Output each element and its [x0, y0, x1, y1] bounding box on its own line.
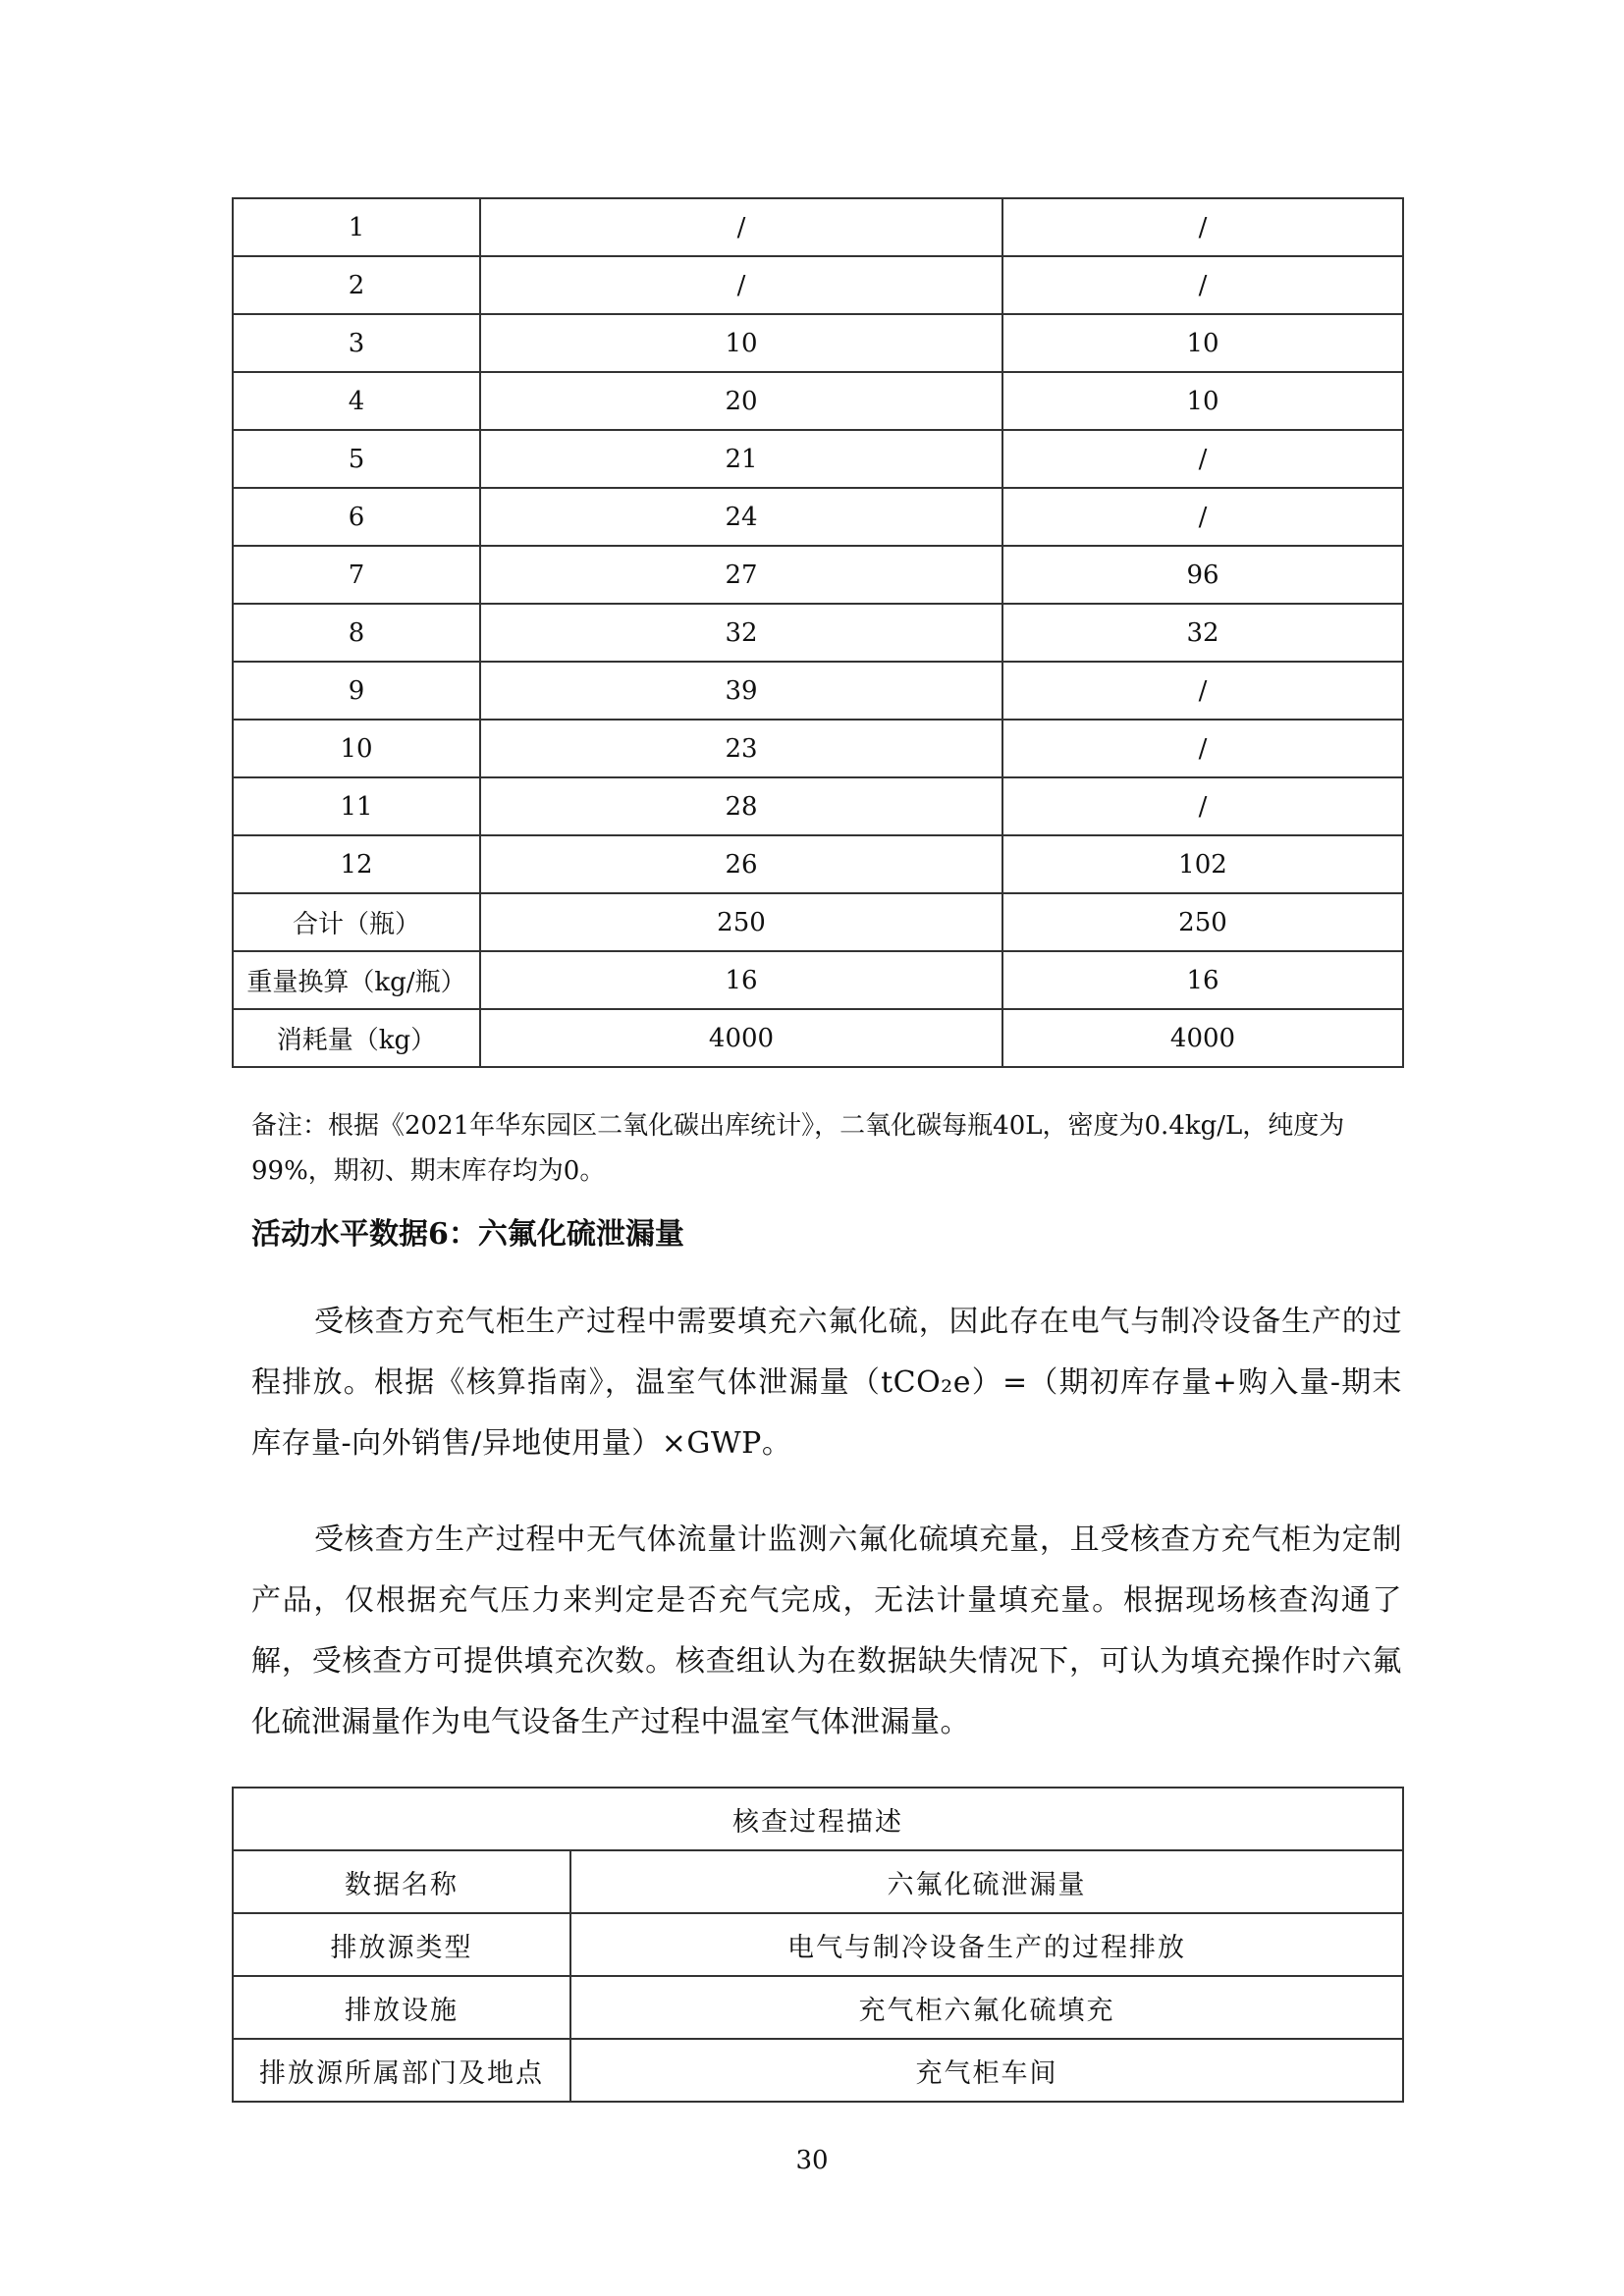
row-label-cell: 8: [233, 604, 480, 662]
table-row: [233, 1976, 1403, 2039]
verification-table-title: 核查过程描述: [233, 1788, 1403, 1850]
value-cell-a: /: [480, 198, 1002, 256]
table-row: [233, 662, 1403, 720]
field-label-cell: 排放设施: [233, 1976, 570, 2039]
table-row: [233, 314, 1403, 372]
field-value-cell: 充气柜六氟化硫填充: [570, 1976, 1403, 2039]
row-label-cell: 消耗量（kg）: [233, 1009, 480, 1067]
value-cell-b: /: [1002, 256, 1403, 314]
table-row: [233, 546, 1403, 604]
row-label-cell: 重量换算（kg/瓶）: [233, 951, 480, 1009]
table-row: [233, 430, 1403, 488]
value-cell-b: /: [1002, 720, 1403, 777]
value-cell-b: /: [1002, 777, 1403, 835]
value-cell-a: 39: [480, 662, 1002, 720]
field-label-cell: 数据名称: [233, 1850, 570, 1913]
row-label-cell: 6: [233, 488, 480, 546]
table-row-total: [233, 893, 1403, 951]
value-cell-a: 28: [480, 777, 1002, 835]
table-row: [233, 256, 1403, 314]
value-cell-a: 4000: [480, 1009, 1002, 1067]
paragraph-sf6-method: 受核查方生产过程中无气体流量计监测六氟化硫填充量，且受核查方充气柜为定制产品，仅根据充气压力来判定是否充气完成，无法计量填充量。根据现场核查沟通了解，受核查方可提供填充次数。核查组认为在数据缺失情况下，可认为填充操作时六氟化硫泄漏量作为电气设备生产过程中温室气体泄漏量。: [251, 1522, 1402, 1739]
section-heading: 活动水平数据6：六氟化硫泄漏量: [251, 1217, 684, 1252]
table-row: [233, 488, 1403, 546]
value-cell-a: 250: [480, 893, 1002, 951]
value-cell-b: 10: [1002, 314, 1403, 372]
field-value-cell: 电气与制冷设备生产的过程排放: [570, 1913, 1403, 1976]
value-cell-a: 32: [480, 604, 1002, 662]
value-cell-b: 10: [1002, 372, 1403, 430]
table-note: 备注：根据《2021年华东园区二氧化碳出库统计》，二氧化碳每瓶40L，密度为0.4kg/L，纯度为99%，期初、期末库存均为0。: [251, 1111, 1345, 1186]
table-row-consumption: [233, 1009, 1403, 1067]
paragraph-sf6-intro: 受核查方充气柜生产过程中需要填充六氟化硫，因此存在电气与制冷设备生产的过程排放。根据《核算指南》，温室气体泄漏量（tCO₂e）=（期初库存量+购入量-期末库存量-向外销售/异地使用量）×GWP。: [251, 1305, 1402, 1461]
table-row: [233, 372, 1403, 430]
value-cell-b: 96: [1002, 546, 1403, 604]
co2-monthly-table: [232, 197, 1404, 1068]
row-label-cell: 10: [233, 720, 480, 777]
value-cell-b: 4000: [1002, 1009, 1403, 1067]
value-cell-b: 32: [1002, 604, 1403, 662]
table-row: [233, 2039, 1403, 2102]
value-cell-a: /: [480, 256, 1002, 314]
row-label-cell: 合计（瓶）: [233, 893, 480, 951]
table-row: [233, 835, 1403, 893]
value-cell-b: /: [1002, 198, 1403, 256]
table-title-row: [233, 1788, 1403, 1850]
table-row: [233, 604, 1403, 662]
value-cell-b: /: [1002, 430, 1403, 488]
table-row: [233, 777, 1403, 835]
co2-monthly-table-body: [233, 198, 1403, 1067]
table-row: [233, 1850, 1403, 1913]
value-cell-b: 102: [1002, 835, 1403, 893]
field-value-cell: 六氟化硫泄漏量: [570, 1850, 1403, 1913]
value-cell-a: 16: [480, 951, 1002, 1009]
value-cell-a: 20: [480, 372, 1002, 430]
table-row: [233, 198, 1403, 256]
value-cell-b: /: [1002, 488, 1403, 546]
row-label-cell: 11: [233, 777, 480, 835]
value-cell-a: 27: [480, 546, 1002, 604]
row-label-cell: 5: [233, 430, 480, 488]
row-label-cell: 1: [233, 198, 480, 256]
verification-process-table: [232, 1787, 1404, 2103]
table-row-weight-conversion: [233, 951, 1403, 1009]
value-cell-a: 21: [480, 430, 1002, 488]
row-label-cell: 12: [233, 835, 480, 893]
row-label-cell: 3: [233, 314, 480, 372]
value-cell-a: 10: [480, 314, 1002, 372]
table-row: [233, 720, 1403, 777]
field-label-cell: 排放源所属部门及地点: [233, 2039, 570, 2102]
value-cell-b: 250: [1002, 893, 1403, 951]
row-label-cell: 4: [233, 372, 480, 430]
field-value-cell: 充气柜车间: [570, 2039, 1403, 2102]
row-label-cell: 7: [233, 546, 480, 604]
value-cell-b: 16: [1002, 951, 1403, 1009]
value-cell-a: 24: [480, 488, 1002, 546]
value-cell-a: 23: [480, 720, 1002, 777]
value-cell-a: 26: [480, 835, 1002, 893]
row-label-cell: 9: [233, 662, 480, 720]
page-number: 30: [795, 2146, 829, 2175]
value-cell-b: /: [1002, 662, 1403, 720]
table-row: [233, 1913, 1403, 1976]
row-label-cell: 2: [233, 256, 480, 314]
field-label-cell: 排放源类型: [233, 1913, 570, 1976]
